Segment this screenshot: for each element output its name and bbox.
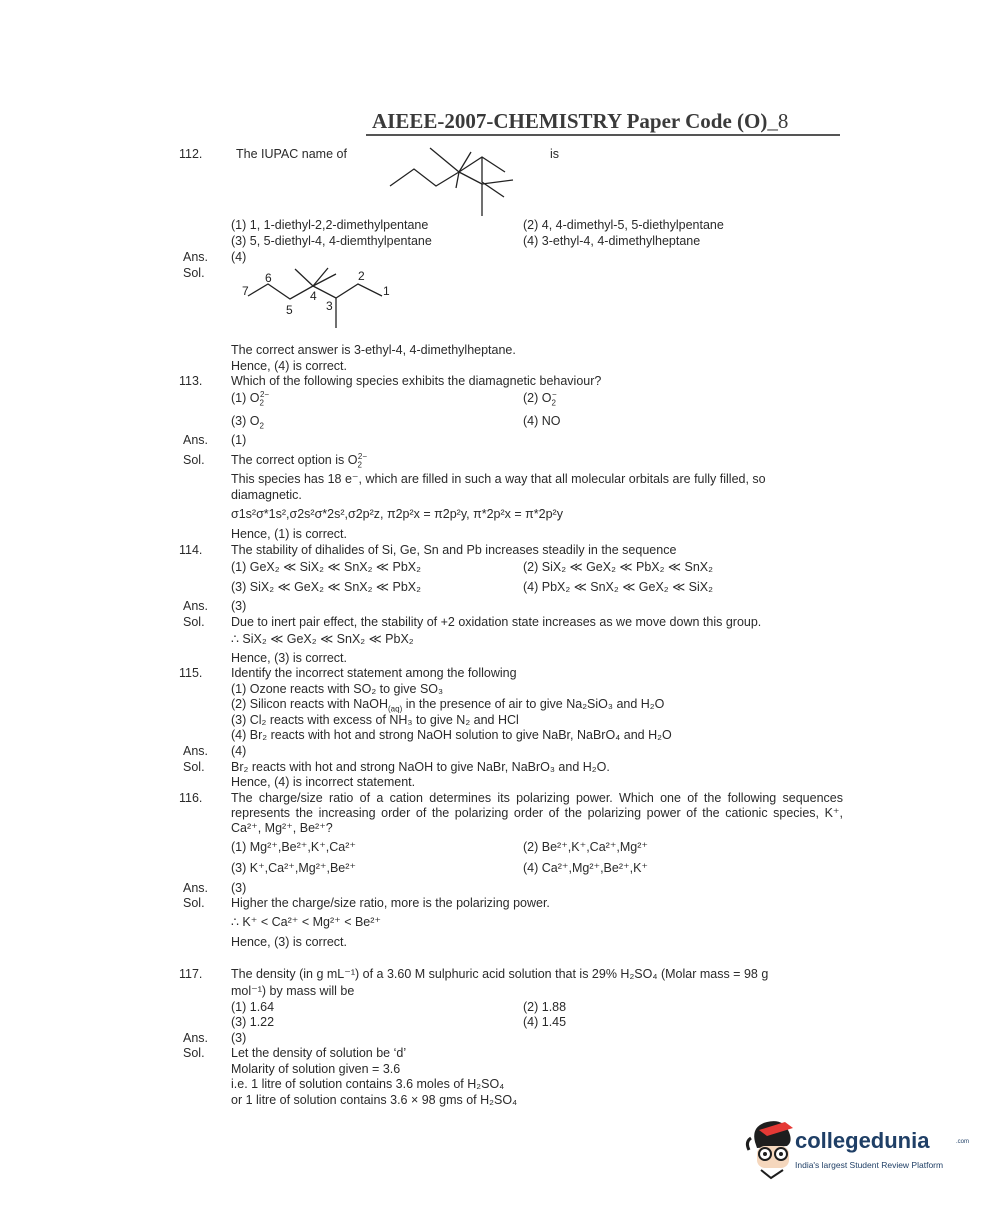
solution-label: Sol. — [183, 760, 205, 774]
logo-suffix: .com — [956, 1139, 970, 1145]
logo-wordmark: collegedunia — [795, 1128, 930, 1153]
option-2: (2) $O_2^-$ — [523, 389, 557, 408]
question-stem: Which of the following species exhibits the diamagnetic behaviour? — [231, 374, 602, 388]
question-number: 114. — [179, 543, 203, 557]
question-stem: Identify the incorrect statement among the following — [231, 666, 517, 680]
logo-tagline: India's largest Student Review Platform — [795, 1160, 944, 1170]
option-1: (1) 1, 1-diethyl-2,2-dimethylpentane — [231, 218, 429, 232]
solution-label: Sol. — [183, 266, 205, 280]
header-page-code: _8 — [767, 109, 789, 133]
option-3: (3) SiX₂ ≪ GeX₂ ≪ SnX₂ ≪ PbX₂ — [231, 580, 421, 594]
solution-line: Let the density of solution be ‘d’ — [231, 1046, 407, 1060]
solution-line: Hence, (3) is correct. — [231, 935, 348, 949]
question-structure — [386, 142, 521, 220]
solution-line: Br₂ reacts with hot and strong NaOH to give NaBr, NaBrO₃ and H₂O. — [231, 760, 610, 774]
option-4: (4) Ca²⁺,Mg²⁺,Be²⁺,K⁺ — [523, 861, 649, 875]
structure-label: 1 — [383, 284, 390, 298]
option-3: (3) $O_2$ — [231, 414, 264, 431]
question-stem-end: is — [550, 147, 560, 161]
answer-label: Ans. — [183, 744, 209, 758]
solution-label: Sol. — [183, 615, 205, 629]
solution-line: Hence, (3) is correct. — [231, 651, 348, 665]
solution-line: diamagnetic. — [231, 488, 302, 502]
solution-line: ∴ SiX₂ ≪ GeX₂ ≪ SnX₂ ≪ PbX₂ — [231, 632, 414, 646]
option-1: (1) Ozone reacts with SO₂ to give SO₃ — [231, 682, 444, 696]
answer-value: (3) — [231, 881, 247, 895]
option-2: (2) Silicon reacts with NaOH$_{(aq)}$ in the presence of air to give Na₂SiO₃ and H₂O — [231, 697, 665, 714]
answer-value: (4) — [231, 744, 247, 758]
solution-equation: σ1s²σ*1s²,σ2s²σ*2s²,σ2p²z, π2p²x = π2p²y, π*2p²x = π*2p²y — [231, 507, 563, 521]
option-3: (3) 1.22 — [231, 1015, 275, 1029]
solution-line: i.e. 1 litre of solution contains 3.6 moles of H₂SO₄ — [231, 1077, 505, 1091]
answer-value: (3) — [231, 1031, 247, 1045]
solution-line: This species has 18 e⁻, which are filled in such a way that all molecular orbitals are fully filled, so — [231, 472, 766, 486]
answer-label: Ans. — [183, 881, 209, 895]
structure-label: 2 — [358, 269, 365, 283]
option-2: (2) SiX₂ ≪ GeX₂ ≪ PbX₂ ≪ SnX₂ — [523, 560, 713, 574]
solution-line: Higher the charge/size ratio, more is the polarizing power. — [231, 896, 550, 910]
solution-line: Due to inert pair effect, the stability of +2 oxidation state increases as we move down this group. — [231, 615, 762, 629]
option-4: (4) 3-ethyl-4, 4-dimethylheptane — [523, 234, 701, 248]
option-4: (4) 1.45 — [523, 1015, 567, 1029]
structure-label: 6 — [265, 271, 272, 285]
solution-label: Sol. — [183, 896, 205, 910]
option-2: (2) 4, 4-dimethyl-5, 5-diethylpentane — [523, 218, 724, 232]
structure-label: 7 — [242, 284, 249, 298]
solution-label: Sol. — [183, 453, 205, 467]
structure-label: 3 — [326, 299, 333, 313]
question-number: 117. — [179, 967, 203, 981]
option-1: (1) GeX₂ ≪ SiX₂ ≪ SnX₂ ≪ PbX₂ — [231, 560, 421, 574]
question-stem: The charge/size ratio of a cation determines its polarizing power. Which one of the following sequences represents the increasing order of the polarizing order of the polarizing power of the cationic species, K⁺, Ca²⁺, Mg²⁺, Be²⁺? — [231, 791, 843, 835]
structure-label: 4 — [310, 289, 317, 303]
solution-line: Molarity of solution given = 3.6 — [231, 1062, 401, 1076]
structure-label: 5 — [286, 303, 293, 317]
option-4: (4) Br₂ reacts with hot and strong NaOH solution to give NaBr, NaBrO₄ and H₂O — [231, 728, 672, 742]
solution-line: The correct answer is 3-ethyl-4, 4-dimethylheptane. — [231, 343, 516, 357]
option-2: (2) Be²⁺,K⁺,Ca²⁺,Mg²⁺ — [523, 840, 649, 854]
solution-line: ∴ K⁺ < Ca²⁺ < Mg²⁺ < Be²⁺ — [231, 915, 382, 929]
option-3: (3) Cl₂ reacts with excess of NH₃ to give N₂ and HCl — [231, 713, 519, 727]
option-1: (1) $O_2^{2-}$ — [231, 389, 270, 408]
answer-label: Ans. — [183, 250, 209, 264]
solution-structure — [240, 266, 400, 334]
option-3: (3) K⁺,Ca²⁺,Mg²⁺,Be²⁺ — [231, 861, 357, 875]
solution-line: The correct option is $O_2^{2-}$ — [231, 451, 368, 470]
answer-value: (4) — [231, 250, 247, 264]
solution-label: Sol. — [183, 1046, 205, 1060]
option-4: (4) PbX₂ ≪ SnX₂ ≪ GeX₂ ≪ SiX₂ — [523, 580, 713, 594]
header-rule — [366, 134, 840, 136]
question-stem: The IUPAC name of — [236, 147, 347, 161]
solution-line: Hence, (4) is incorrect statement. — [231, 775, 416, 789]
page-header — [372, 109, 788, 134]
answer-value: (3) — [231, 599, 247, 613]
option-2: (2) 1.88 — [523, 1000, 567, 1014]
question-number: 113. — [179, 374, 203, 388]
answer-label: Ans. — [183, 1031, 209, 1045]
option-1: (1) Mg²⁺,Be²⁺,K⁺,Ca²⁺ — [231, 840, 357, 854]
option-1: (1) 1.64 — [231, 1000, 275, 1014]
solution-line: Hence, (1) is correct. — [231, 527, 348, 541]
answer-label: Ans. — [183, 433, 209, 447]
question-number: 115. — [179, 666, 203, 680]
question-number: 112. — [179, 147, 203, 161]
option-4: (4) NO — [523, 414, 561, 428]
header-title: AIEEE-2007-CHEMISTRY Paper Code (O) — [372, 109, 768, 133]
solution-line: Hence, (4) is correct. — [231, 359, 348, 373]
question-stem: The density (in g mL⁻¹) of a 3.60 M sulphuric acid solution that is 29% H₂SO₄ (Molar mass = 98 g — [231, 967, 769, 981]
answer-value: (1) — [231, 433, 247, 447]
option-3: (3) 5, 5-diethyl-4, 4-diemthylpentane — [231, 234, 432, 248]
answer-label: Ans. — [183, 599, 209, 613]
question-stem: The stability of dihalides of Si, Ge, Sn and Pb increases steadily in the sequence — [231, 543, 677, 557]
question-number: 116. — [179, 791, 203, 805]
solution-line: or 1 litre of solution contains 3.6 × 98 gms of H₂SO₄ — [231, 1093, 518, 1107]
question-stem-line2: mol⁻¹) by mass will be — [231, 984, 355, 998]
